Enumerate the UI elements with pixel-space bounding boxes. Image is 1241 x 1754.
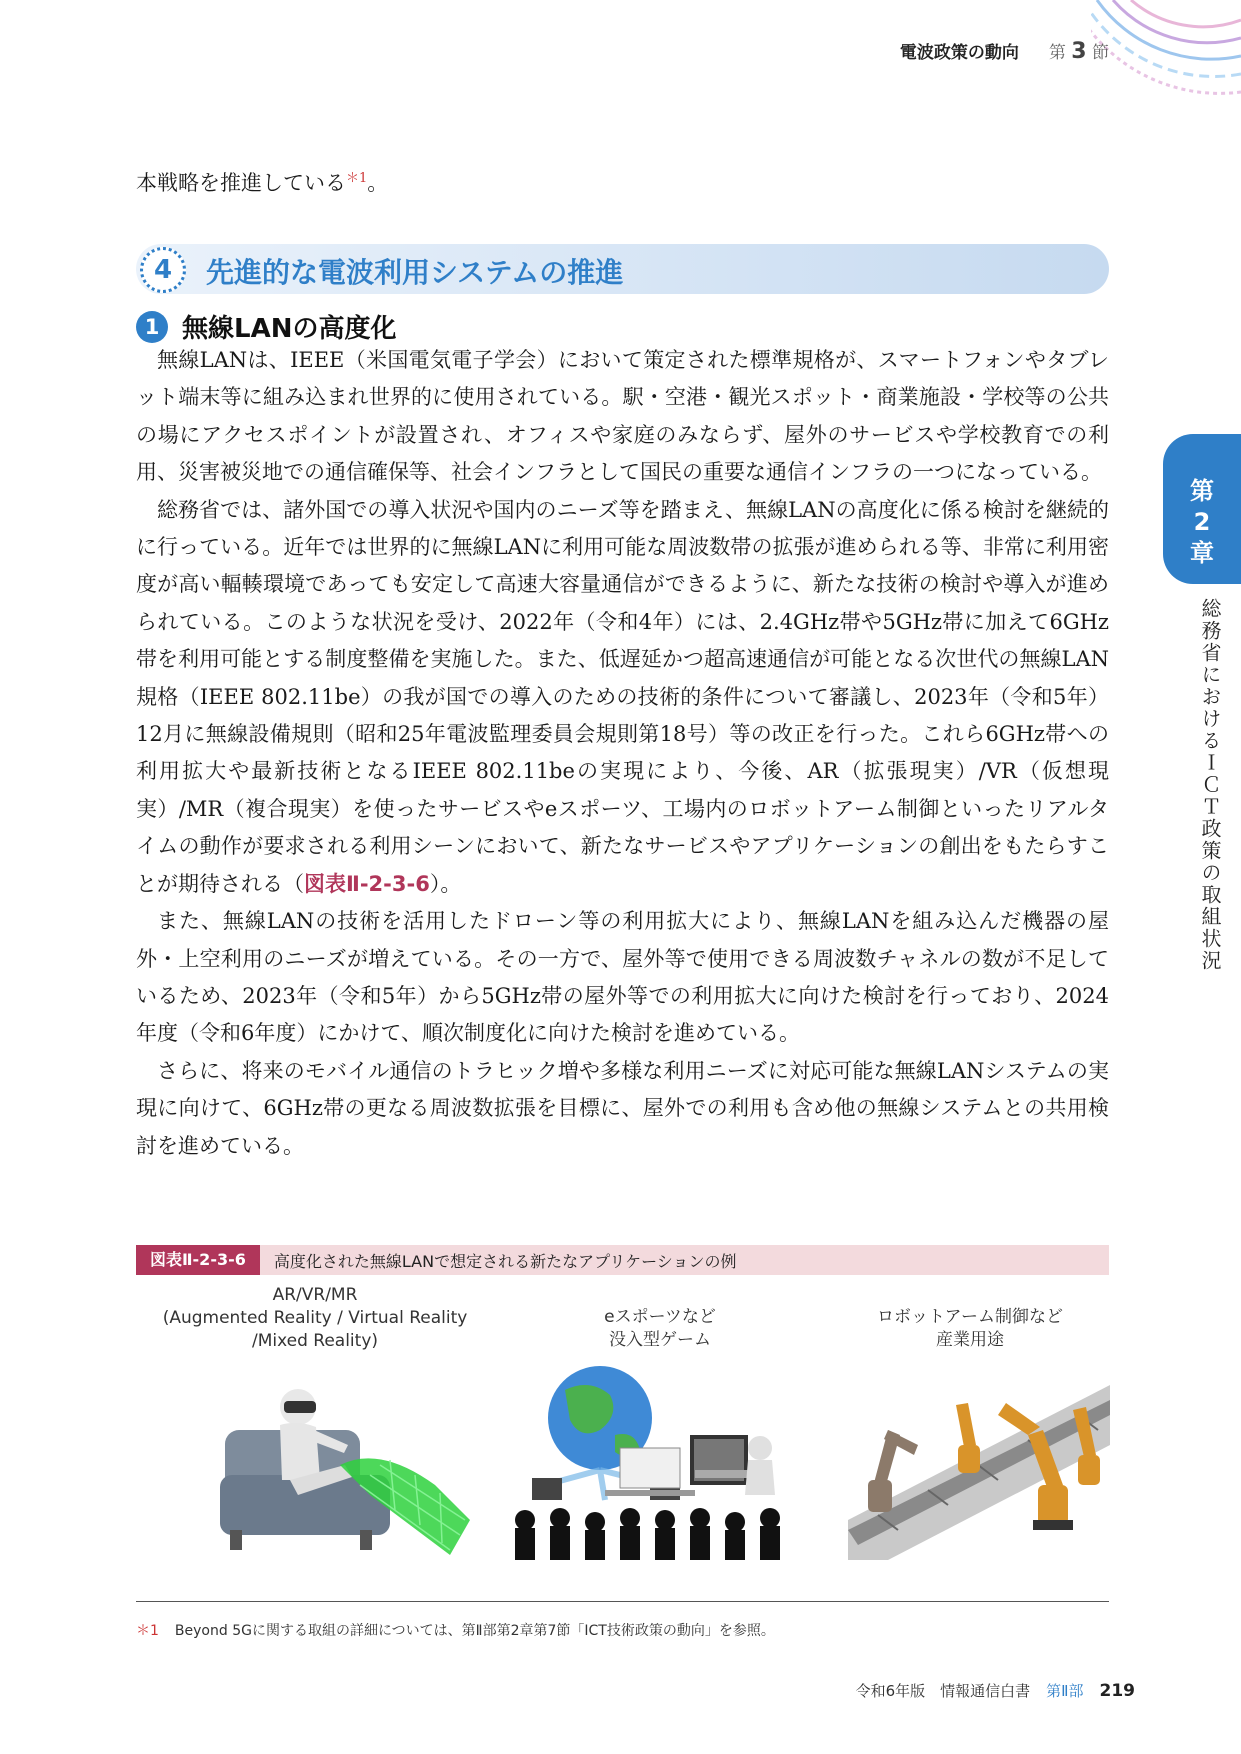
vr-user-illustration xyxy=(220,1385,480,1560)
part-label: 第Ⅱ部 xyxy=(1046,1682,1084,1700)
corner-decoration xyxy=(1091,0,1241,120)
page-footer xyxy=(856,1680,1135,1701)
side-chapter-title: 総務省におけるＩＣＴ政策の取組状況 xyxy=(1198,598,1222,972)
chapter-tab: 第 2 章 xyxy=(1163,434,1241,584)
book-title: 令和6年版 情報通信白書 xyxy=(855,1682,1031,1700)
paragraph: また、無線LANの技術を活用したドローン等の利用拡大により、無線LANを組み込んだ機器の屋外・上空利用のニーズが増えている。その一方で、屋外等で使用できる周波数チャネルの数が不足しているため、2023年（令和5年）から5GHz帯の屋外等での利用拡大に向けた検討を行っており、2024年度（令和6年度）にかけて、順次制度化に向けた検討を進めている。 xyxy=(136,909,1109,1046)
footnote-divider xyxy=(136,1601,1109,1602)
header-title: 電波政策の動向 xyxy=(899,43,1019,63)
figure-reference-link[interactable]: 図表Ⅱ-2-3-6 xyxy=(304,871,430,896)
figure-caption: eスポーツなど 没入型ゲーム xyxy=(604,1307,716,1350)
figure-column-arvr xyxy=(150,1284,480,1353)
running-header xyxy=(900,38,1109,64)
figure-column-esports xyxy=(520,1306,800,1352)
header-section: 第 3 節 xyxy=(1048,39,1109,64)
figure-id: 図表Ⅱ-2-3-6 xyxy=(136,1245,260,1275)
page-number: 219 xyxy=(1099,1681,1135,1701)
figure-caption: AR/VR/MR (Augmented Reality / Virtual Reality /Mixed Reality) xyxy=(162,1285,468,1351)
section-heading xyxy=(136,244,1109,294)
footnote xyxy=(136,1620,775,1640)
intro-text: 本戦略を推進している$^{*1}$。 xyxy=(136,171,389,195)
figure-title: 高度化された無線LANで想定される新たなアプリケーションの例 xyxy=(273,1251,737,1271)
figure-column-robot xyxy=(830,1306,1110,1352)
subsection-title: 無線LANの高度化 xyxy=(182,314,397,344)
paragraph: さらに、将来のモバイル通信のトラヒック増や多様な利用ニーズに対応可能な無線LANシステムの実現に向けて、6GHz帯の更なる周波数拡張を目標に、屋外での利用も含め他の無線システムとの共用検討を進めている。 xyxy=(136,1058,1109,1158)
footnote-mark: ＊1 xyxy=(136,1623,159,1639)
robot-arm-illustration xyxy=(848,1355,1110,1560)
figure-caption: ロボットアーム制御など 産業用途 xyxy=(877,1307,1063,1350)
paragraph: 総務省では、諸外国での導入状況や国内のニーズ等を踏まえ、無線LANの高度化に係る検討を継続的に行っている。近年では世界的に無線LANに利用可能な周波数帯の拡張が進められる等、非常に利用密度が高い輻輳環境であっても安定して高速大容量通信ができるように、新たな技術の検討や導入が進められている。このような状況を受け、2022年（令和4年）には、2.4GHz帯や5GHz帯に加えて6GHz帯を利用可能とする制度整備を実施した。また、低遅延かつ超高速通信が可能となる次世代の無線LAN規格（IEEE 802.11be）の我が国での導入のための技術的条件について審議し、2023年（令和5年）12月に無線設備規則（昭和25年電波監理委員会規則第18号）等の改正を行った。これら6GHz帯への利用拡大や最新技術となるIEEE 802.11beの実現により、今後、AR（拡張現実）/VR（仮想現実）/MR（複合現実）を使ったサービスやeスポーツ、工場内のロボットアーム制御といったリアルタイムの動作が要求される利用シーンにおいて、新たなサービスやアプリケーションの創出をもたらすことが期待される（図表Ⅱ-2-3-6）。 xyxy=(136,497,1109,896)
subsection-number: 1 xyxy=(136,311,168,343)
section-number: 4 xyxy=(140,247,186,293)
main-text xyxy=(136,342,1109,1165)
footnote-text: Beyond 5Gに関する取組の詳細については、第Ⅱ部第2章第7節「ICT技術政策の動向」を参照。 xyxy=(174,1623,775,1639)
figure-header xyxy=(136,1245,1109,1275)
paragraph: 無線LANは、IEEE（米国電気電子学会）において策定された標準規格が、スマートフォンやタブレット端末等に組み込まれ世界的に使用されている。駅・空港・観光スポット・商業施設・学校等の公共の場にアクセスポイントが設置され、オフィスや家庭のみならず、屋外のサービスや学校教育での利用、災害被災地での通信確保等、社会インフラとして国民の重要な通信インフラの一つになっている。 xyxy=(136,348,1109,485)
subsection-heading xyxy=(136,308,396,345)
section-title: 先進的な電波利用システムの推進 xyxy=(206,256,624,289)
esports-illustration xyxy=(510,1360,800,1560)
footnote-ref[interactable]: ＊1 xyxy=(346,171,368,186)
